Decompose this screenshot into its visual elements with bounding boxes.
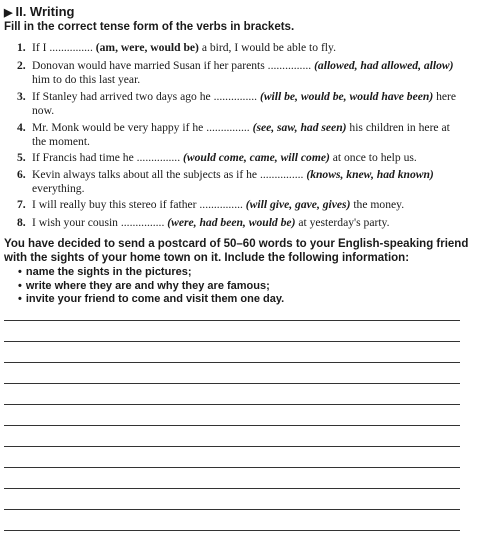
writing-line[interactable] xyxy=(4,404,460,405)
section-title xyxy=(4,4,74,19)
exercise-item-8 xyxy=(17,216,459,230)
writing-line[interactable] xyxy=(4,467,460,468)
item-text-after: at once to help us. xyxy=(329,151,417,164)
item-text-before: I wish your cousin ............... xyxy=(32,216,168,229)
writing-line[interactable] xyxy=(4,425,460,426)
writing-line[interactable] xyxy=(4,383,460,384)
writing-line[interactable] xyxy=(4,320,460,321)
exercise-item-3 xyxy=(17,90,459,117)
exercise-item-6 xyxy=(17,168,459,195)
item-text-after: him to do this last year. xyxy=(32,72,141,86)
item-text-before: If Stanley had arrived two days ago he ............... xyxy=(32,90,260,103)
item-text-after: the money. xyxy=(350,198,405,211)
item-options: (see, saw, had seen) xyxy=(252,121,347,134)
writing-line[interactable] xyxy=(4,530,460,531)
task-bullet: • invite your friend to come and visit them one day. xyxy=(18,293,284,307)
item-options: (would come, came, will come) xyxy=(183,151,330,164)
exercise-item-5 xyxy=(17,151,459,165)
exercise-item-1 xyxy=(17,41,459,55)
item-number: 7. xyxy=(17,198,26,211)
item-number: 8. xyxy=(17,216,26,229)
item-options: (were, had been, would be) xyxy=(167,216,296,229)
task-bullet-list xyxy=(18,266,284,307)
exercise-instruction: Fill in the correct tense form of the verbs in brackets. xyxy=(4,21,295,33)
item-number: 2. xyxy=(17,59,26,72)
section-title-text: II. Writing xyxy=(15,4,75,19)
item-options: (will be, would be, would have been) xyxy=(259,90,434,103)
writing-line[interactable] xyxy=(4,362,460,363)
item-text-before: Kevin always talks about all the subjects as if he ............... xyxy=(32,168,307,181)
item-text-before: I will really buy this stereo if father ............... xyxy=(32,198,246,211)
exercise-item-7 xyxy=(17,198,459,212)
item-text-after: his children in here at the moment. xyxy=(32,121,450,148)
task-bullet: • write where they are and why they are famous; xyxy=(18,280,284,294)
item-text-after: at yesterday's party. xyxy=(295,216,390,229)
item-text-before: Mr. Monk would be very happy if he ............... xyxy=(32,121,253,134)
writing-line[interactable] xyxy=(4,488,460,489)
task-bullet: • name the sights in the pictures; xyxy=(18,266,284,280)
item-options: (allowed, had allowed, allow) xyxy=(314,59,454,72)
writing-line[interactable] xyxy=(4,446,460,447)
writing-line[interactable] xyxy=(4,509,460,510)
item-text-after: everything. xyxy=(32,181,85,195)
item-number: 3. xyxy=(17,90,26,103)
section-marker-icon: ▶ xyxy=(4,7,13,19)
item-text-before: If Francis had time he ............... xyxy=(32,151,184,164)
item-number: 6. xyxy=(17,168,26,181)
item-number: 5. xyxy=(17,151,26,164)
item-text-before: If I ............... xyxy=(32,41,96,54)
item-options: (knows, knew, had known) xyxy=(306,168,434,181)
item-text-after: a bird, I would be able to fly. xyxy=(198,41,336,54)
postcard-task: You have decided to send a postcard of 50–60 words to your English-speaking friend with the sights of your home town on it. Include the following information: xyxy=(4,238,469,264)
item-text-before: Donovan would have married Susan if her parents ............... xyxy=(32,59,315,72)
exercise-item-4 xyxy=(17,121,459,148)
item-number: 4. xyxy=(17,121,26,134)
item-number: 1. xyxy=(17,41,26,54)
item-text-after: here now. xyxy=(32,90,457,117)
exercise-item-2 xyxy=(17,59,459,86)
writing-line[interactable] xyxy=(4,341,460,342)
item-options: (will give, gave, gives) xyxy=(245,198,351,211)
item-options: (am, were, would be) xyxy=(95,41,199,54)
